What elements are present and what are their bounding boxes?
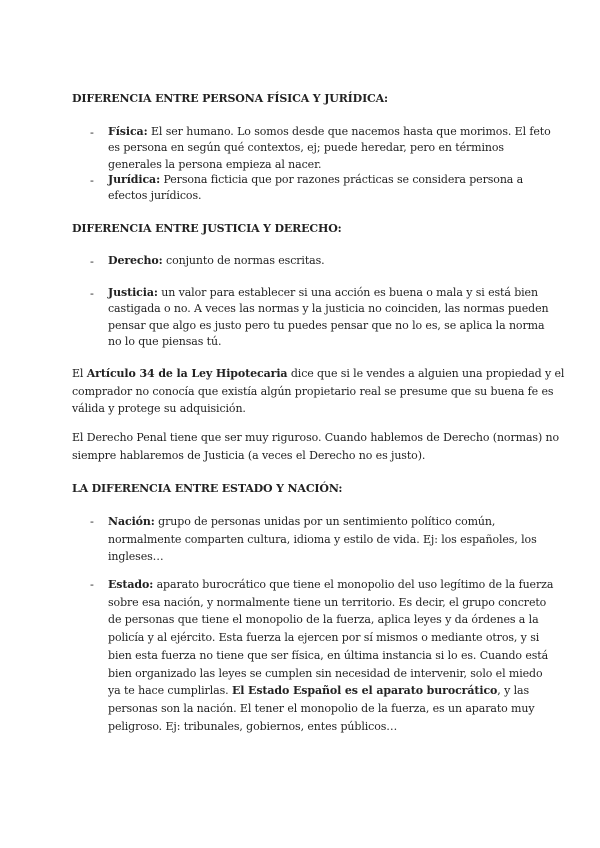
list-dash: - [90,577,94,591]
articulo-34-ley-hipotecaria: Artículo 34 de la Ley Hipotecaria [86,367,288,380]
list-item-nacion: Nación: grupo de personas unidas por un sentimiento político común, normalmente comparten cultura, idioma y estilo de vida. Ej: los españoles, los ingleses… [108,515,537,563]
list-dash: - [90,254,94,268]
list-item-juridica: Jurídica: Persona ficticia que por razones prácticas se considera persona a efectos jurídicos. [108,173,524,203]
list-item-estado: Estado: aparato burocrático que tiene el monopolio del uso legítimo de la fuerza sobre esa nación, y normalmente tiene un territorio. Es decir, el grupo concreto de personas que tiene el monopolio de la fuerza, aplica leyes y da órdenes a la policía y al ejército. Esta fuerza la ejercen por sí mismos o mediante otros, y si bien esta fuerza no tiene que ser física, en última instancia si lo es. Cuando está bien organizado las leyes se cumplen sin necesidad de intervenir, solo el miedo ya te hace cumplirlas. El Estado Español es el aparato burocrático, y las personas son la nación. El tener el monopolio de la fuerza, es un aparato muy peligroso. Ej: tribunales, gobiernos, entes públicos… [108,578,554,733]
term-fisica: Física: [108,125,148,138]
paragraph-articulo-34: El Artículo 34 de la Ley Hipotecaria dice que si le vendes a alguien una propiedad y el comprador no conocía que existía algún propietario real se presume que su buena fe es válida y protege su adquisición. [72,367,565,415]
term-nacion: Nación: [108,515,155,528]
estado-espanol-aparato-burocratico: El Estado Español es el aparato burocrático [231,684,498,698]
list-dash: - [90,125,94,139]
list-item-justicia: Justicia: un valor para establecer si una acción es buena o mala y si está bien castigada o no. A veces las normas y la justicia no coinciden, las normas pueden pensar que algo es justo pero tu puedes pensar que no lo es, se aplica la norma no lo que piensas tú. [108,286,549,348]
term-justicia: Justicia: [108,286,158,299]
list-dash: - [90,514,94,528]
heading-estado-nacion: LA DIFERENCIA ENTRE ESTADO Y NACIÓN: [72,482,343,495]
heading-persona: DIFERENCIA ENTRE PERSONA FÍSICA Y JURÍDICA: [72,92,388,105]
term-estado: Estado: [108,578,154,591]
heading-justicia: DIFERENCIA ENTRE JUSTICIA Y DERECHO: [72,222,342,235]
list-item-fisica: Física: El ser humano. Lo somos desde que nacemos hasta que morimos. El feto es persona en según qué contextos, ej; puede heredar, pero en términos generales la persona empieza al nacer. [108,125,551,171]
list-item-derecho: Derecho: conjunto de normas escritas. [108,254,325,267]
list-dash: - [90,286,94,300]
paragraph-derecho-penal: El Derecho Penal tiene que ser muy riguroso. Cuando hablemos de Derecho (normas) no siempre hablaremos de Justicia (a veces el Derecho no es justo). [72,431,560,462]
term-derecho: Derecho: [108,254,163,267]
term-juridica: Jurídica: [108,173,161,186]
list-dash: - [90,173,94,187]
